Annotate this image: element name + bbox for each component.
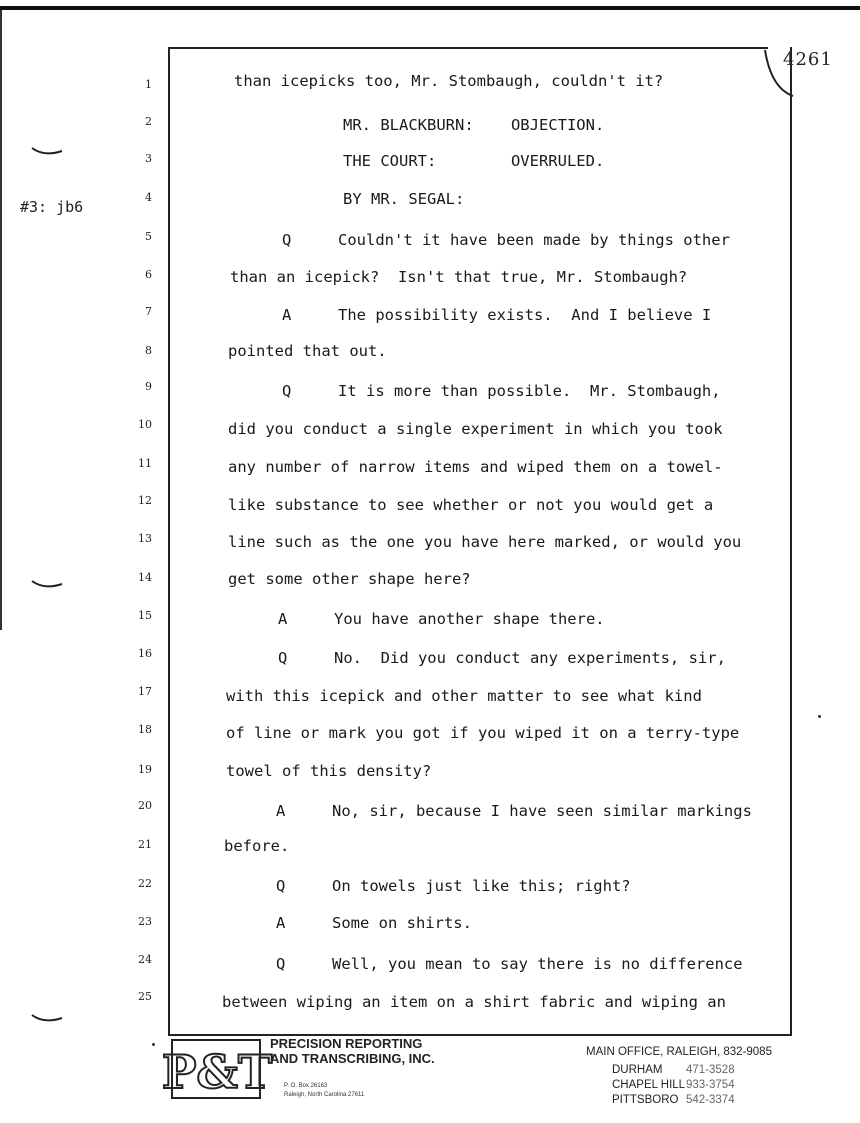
line-number: 17: [138, 685, 152, 698]
transcript-line: line such as the one you have here marked, or would you: [228, 533, 742, 551]
main-office: MAIN OFFICE, RALEIGH, 832-9085: [586, 1046, 772, 1058]
margin-scribble: [30, 1012, 64, 1024]
office-chapel-hill: [612, 1079, 735, 1091]
firm-name-line2: AND TRANSCRIBING, INC.: [270, 1051, 435, 1066]
line-number: 22: [138, 877, 152, 890]
firm-address: [284, 1082, 364, 1100]
firm-name: [270, 1036, 435, 1066]
transcript-line: A The possibility exists. And I believe I: [282, 306, 712, 324]
address-line2: Raleigh, North Carolina 27611: [284, 1092, 365, 1098]
transcript-line: than an icepick? Isn't that true, Mr. Stombaugh?: [230, 268, 688, 286]
transcript-line: Q On towels just like this; right?: [276, 877, 631, 895]
transcript-line: Q No. Did you conduct any experiments, sir,: [278, 649, 726, 667]
transcript-line: did you conduct a single experiment in which you took: [228, 420, 723, 438]
line-number: 18: [138, 723, 152, 736]
transcript-line: with this icepick and other matter to see what kind: [226, 687, 702, 705]
precision-reporting-logo: [161, 1036, 273, 1102]
line-number: 23: [138, 915, 152, 928]
transcript-line: than icepicks too, Mr. Stombaugh, couldn't it?: [234, 72, 664, 90]
line-number: 21: [138, 838, 152, 851]
line-number: 7: [145, 305, 152, 318]
transcript-line: like substance to see whether or not you would get a: [228, 496, 714, 514]
transcript-line: between wiping an item on a shirt fabric and wiping an: [222, 993, 726, 1011]
line-number: 19: [138, 763, 152, 776]
line-number: 20: [138, 799, 152, 812]
transcript-line: Q Well, you mean to say there is no difference: [276, 955, 743, 973]
transcript-line: before.: [224, 837, 290, 855]
logo-text: P&T: [161, 1045, 273, 1099]
office-pittsboro: [612, 1094, 735, 1106]
transcript-line: MR. BLACKBURN: OBJECTION.: [343, 116, 605, 134]
line-number: 12: [138, 494, 152, 507]
transcript-line: of line or mark you got if you wiped it on a terry-type: [226, 724, 740, 742]
transcript-line: BY MR. SEGAL:: [343, 190, 465, 208]
margin-scribble: [30, 578, 64, 590]
line-number: 16: [138, 647, 152, 660]
line-number: 3: [145, 152, 152, 165]
page-number: 4261: [783, 49, 833, 70]
office-phone: 471-3528: [686, 1064, 735, 1076]
transcript-line: A No, sir, because I have seen similar markings: [276, 802, 752, 820]
margin-scribble: [30, 145, 64, 157]
transcript-line: A Some on shirts.: [276, 914, 472, 932]
margin-note: #3: jb6: [20, 198, 84, 216]
line-number: 4: [145, 191, 152, 204]
transcript-line: Q Couldn't it have been made by things other: [282, 231, 730, 249]
line-number: 13: [138, 532, 152, 545]
line-number: 10: [138, 418, 152, 431]
line-number: 2: [145, 115, 152, 128]
top-border: [0, 6, 860, 10]
left-edge-border: [0, 10, 2, 630]
line-number: 6: [145, 268, 152, 281]
frame-top-border: [168, 47, 768, 49]
speck: [818, 715, 821, 718]
line-number: 25: [138, 990, 152, 1003]
transcript-line: towel of this density?: [226, 762, 432, 780]
address-line1: P. O. Box 26163: [284, 1083, 328, 1089]
line-number: 15: [138, 609, 152, 622]
transcript-line: get some other shape here?: [228, 570, 471, 588]
office-phone: 542-3374: [686, 1094, 735, 1106]
transcript-line: any number of narrow items and wiped them on a towel-: [228, 458, 723, 476]
office-city: CHAPEL HILL: [612, 1079, 686, 1091]
transcript-line: THE COURT: OVERRULED.: [343, 152, 605, 170]
office-durham: [612, 1064, 735, 1076]
transcript-line: pointed that out.: [228, 342, 387, 360]
line-number: 5: [145, 230, 152, 243]
line-number: 8: [145, 344, 152, 357]
office-city: PITTSBORO: [612, 1094, 679, 1106]
line-number: 14: [138, 571, 152, 584]
office-phone: 933-3754: [686, 1079, 735, 1091]
speck: [152, 1043, 155, 1046]
line-number: 9: [145, 380, 152, 393]
office-city: DURHAM: [612, 1064, 663, 1076]
line-number: 24: [138, 953, 152, 966]
firm-name-line1: PRECISION REPORTING: [270, 1036, 423, 1051]
transcript-line: A You have another shape there.: [278, 610, 605, 628]
line-number: 1: [145, 78, 152, 91]
transcript-line: Q It is more than possible. Mr. Stombaugh,: [282, 382, 721, 400]
line-number: 11: [138, 457, 152, 470]
